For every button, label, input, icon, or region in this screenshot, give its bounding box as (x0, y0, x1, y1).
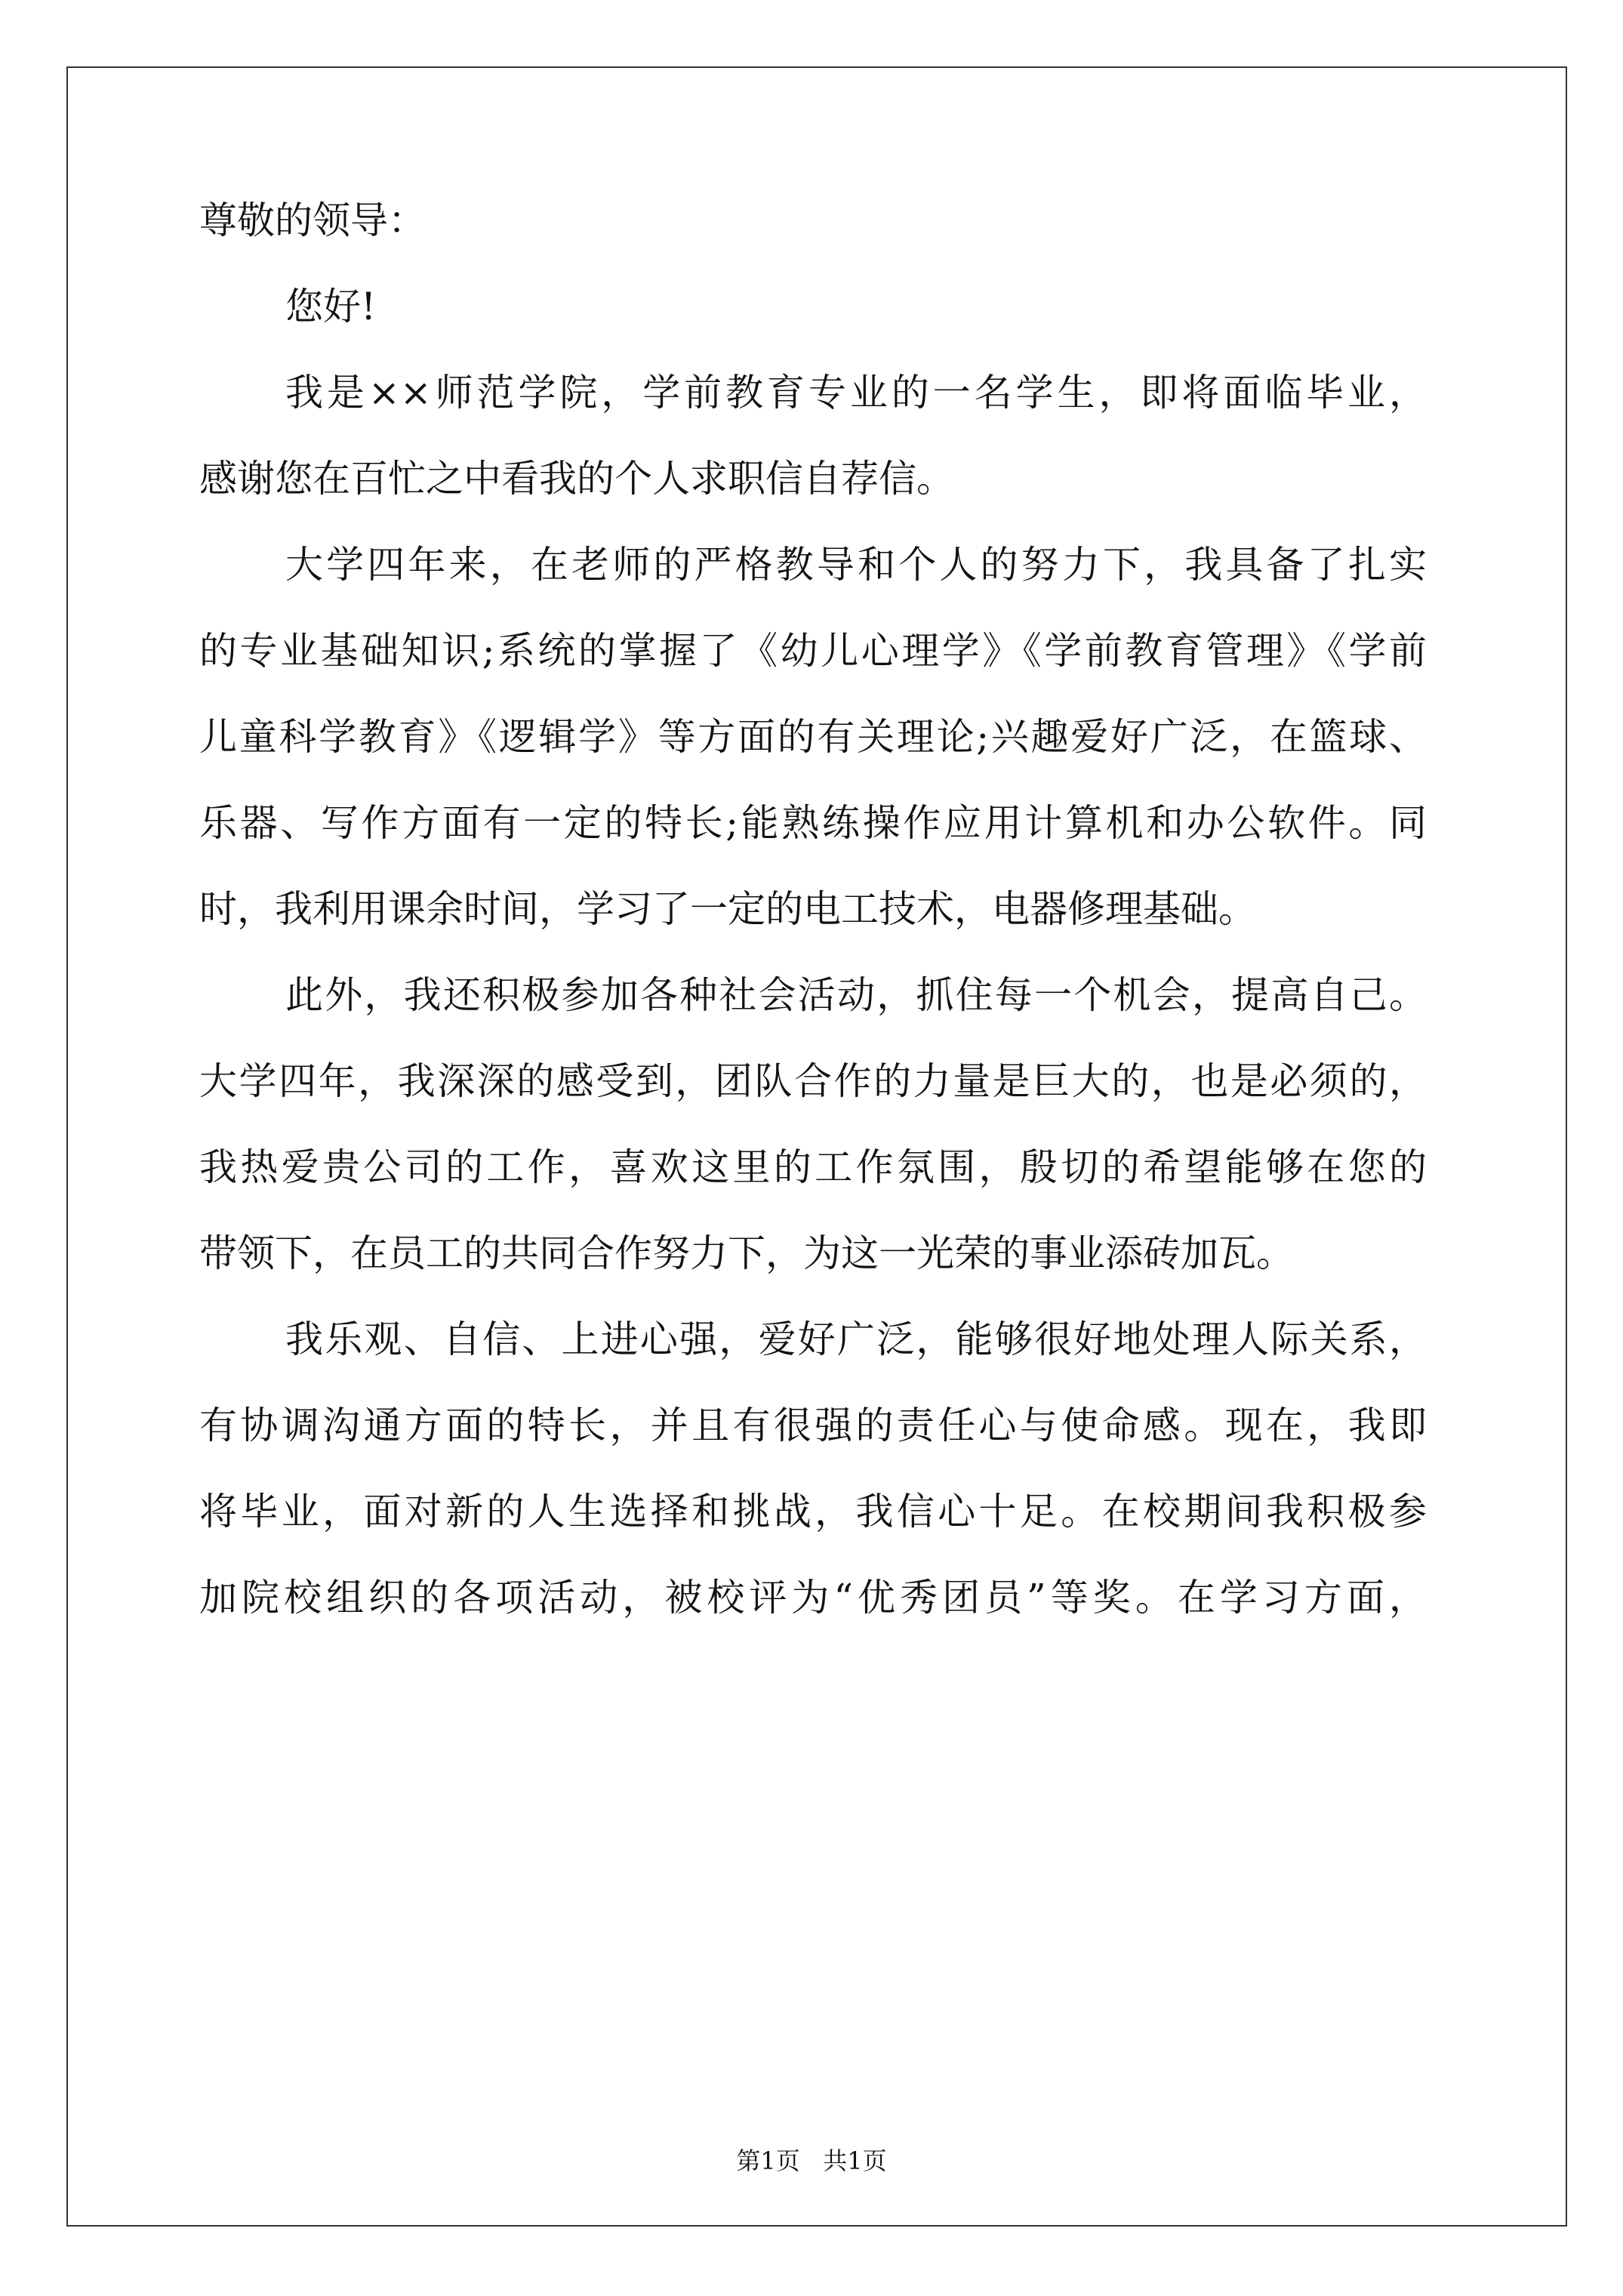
paragraph-line: 的专业基础知识;系统的掌握了《幼儿心理学》《学前教育管理》《学前 (199, 629, 1427, 673)
paragraph-line: 此外，我还积极参加各种社会活动，抓住每一个机会，提高自己。 (285, 973, 1427, 1017)
paragraph-line: 有协调沟通方面的特长，并且有很强的责任心与使命感。现在，我即 (199, 1404, 1427, 1447)
page-number-footer: 第1页 共1页 (736, 2147, 887, 2175)
paragraph-line: 感谢您在百忙之中看我的个人求职信自荐信。 (199, 457, 954, 501)
paragraph-line: 加院校组织的各项活动，被校评为“优秀团员”等奖。在学习方面， (199, 1576, 1427, 1620)
paragraph-line: 大学四年来，在老师的严格教导和个人的努力下，我具备了扎实 (285, 543, 1427, 587)
paragraph-line: 大学四年，我深深的感受到，团队合作的力量是巨大的，也是必须的， (199, 1059, 1427, 1103)
paragraph-line: 我热爱贵公司的工作，喜欢这里的工作氛围，殷切的希望能够在您的 (199, 1145, 1427, 1189)
paragraph-line: 乐器、写作方面有一定的特长;能熟练操作应用计算机和办公软件。同 (199, 801, 1427, 845)
paragraph-line: 我是××师范学院，学前教育专业的一名学生，即将面临毕业， (285, 371, 1427, 415)
greeting: 您好! (285, 285, 377, 328)
paragraph-line: 我乐观、自信、上进心强，爱好广泛，能够很好地处理人际关系， (285, 1318, 1427, 1361)
paragraph-line: 儿童科学教育》《逻辑学》等方面的有关理论;兴趣爱好广泛，在篮球、 (199, 715, 1427, 759)
paragraph-line: 时，我利用课余时间，学习了一定的电工技术，电器修理基础。 (199, 887, 1256, 931)
salutation: 尊敬的领导： (199, 199, 426, 242)
paragraph-line: 将毕业，面对新的人生选择和挑战，我信心十足。在校期间我积极参 (199, 1490, 1427, 1533)
paragraph-line: 带领下，在员工的共同合作努力下，为这一光荣的事业添砖加瓦。 (199, 1231, 1294, 1275)
